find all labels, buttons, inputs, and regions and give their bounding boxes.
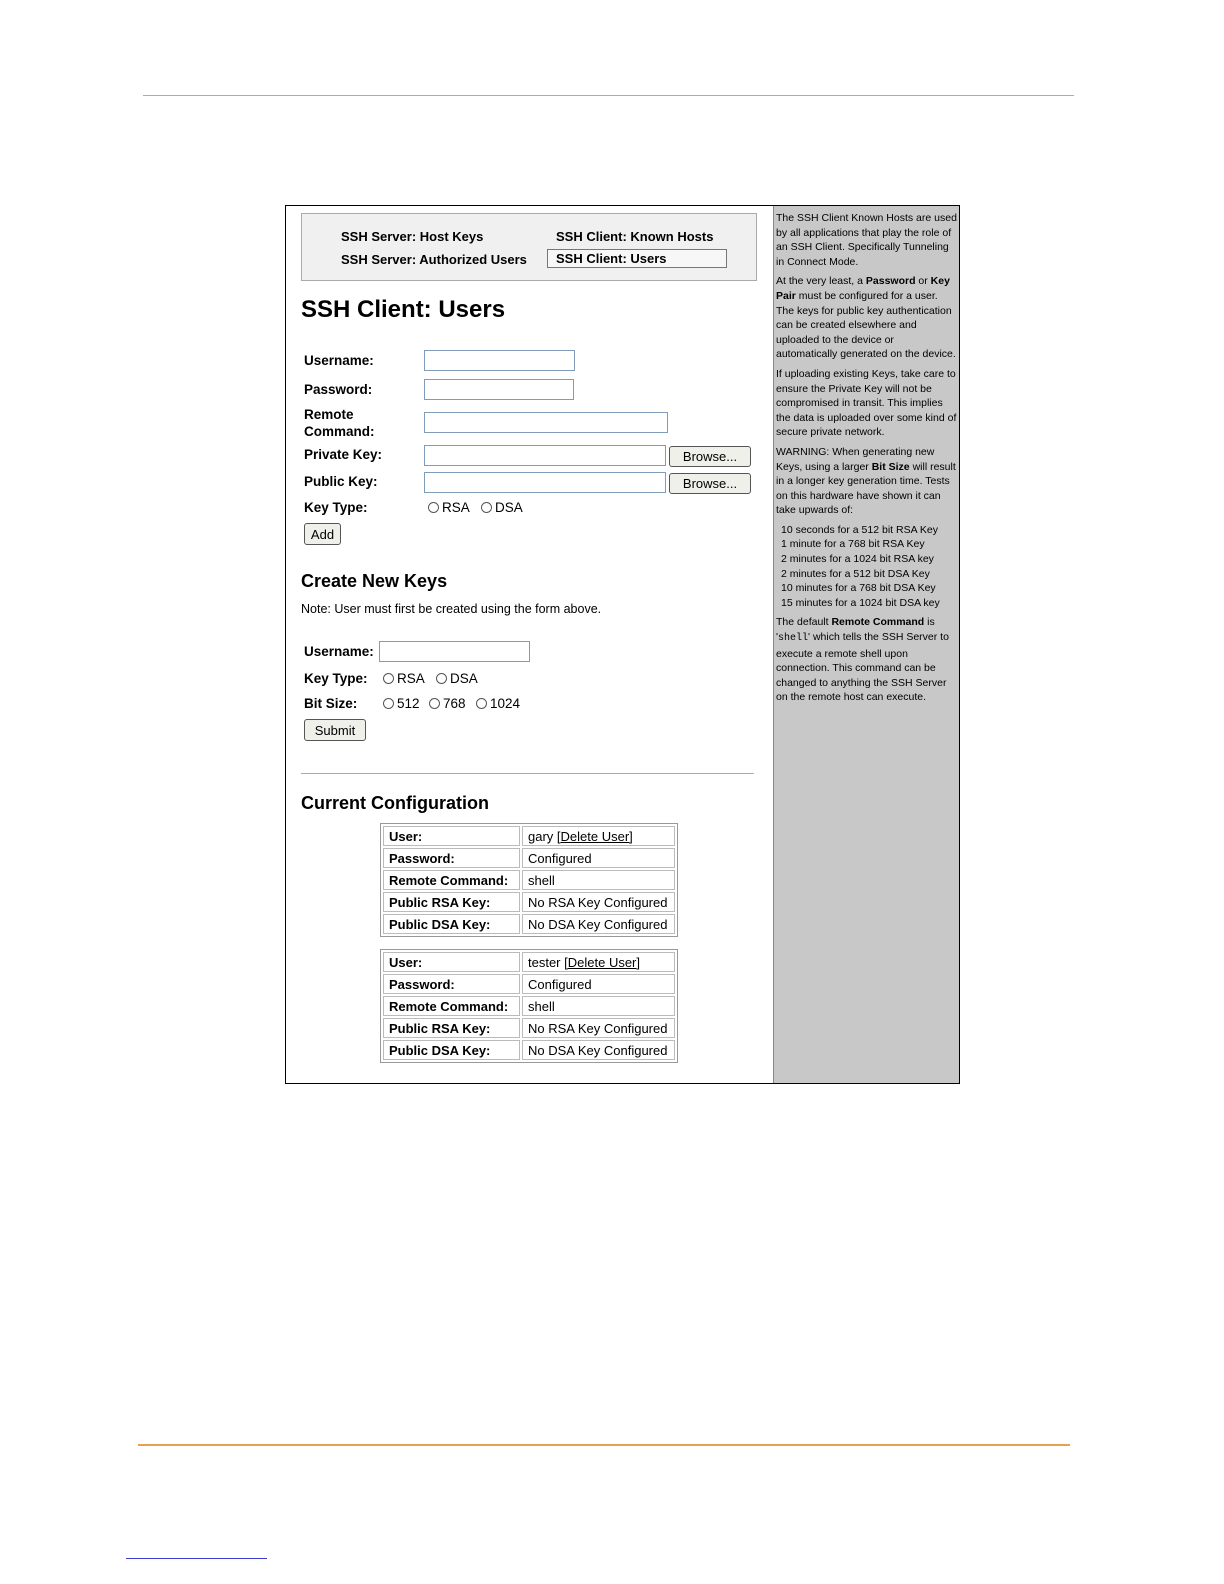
username-label: Username: [304,353,374,368]
remote-command-value: shell [522,996,675,1016]
user-value [522,826,675,846]
public-key-label: Public Key: [304,474,378,489]
key-type-rsa-radio[interactable]: RSA [428,500,470,515]
nav-ssh-server-authorized-users[interactable]: SSH Server: Authorized Users [341,252,527,267]
help-sidebar [773,206,959,1083]
help-paragraph-remote-command: The default Remote Command is 'shell' which tells the SSH Server to execute a remote shell upon connection. This command can be changed to anything the SSH Server on the remote host can execute. [776,616,949,704]
remote-command-value: shell [522,870,675,890]
username-input[interactable] [424,350,575,371]
create-keys-key-type-label: Key Type: [304,671,368,686]
current-config-heading: Current Configuration [301,793,489,813]
bit-size-512-radio[interactable]: 512 [383,696,420,711]
table-row [383,1018,675,1038]
password-status: Configured [522,848,675,868]
public-key-file-input[interactable] [424,472,666,493]
delete-user-link[interactable]: [Delete User] [556,828,633,844]
create-keys-heading: Create New Keys [301,571,448,591]
help-paragraph-upload: If uploading existing Keys, take care to ensure the Private Key will not be compromised in transit. This implies the data is uploaded over some kind of secure private network. [776,367,957,439]
nav-ssh-client-users[interactable]: SSH Client: Users [547,249,727,268]
table-row [383,974,675,994]
private-key-label: Private Key: [304,447,383,462]
list-item: 2 minutes for a 1024 bit RSA key [781,553,934,566]
radio-circle-icon [429,698,440,709]
radio-circle-icon [436,673,447,684]
table-row [383,870,675,890]
radio-circle-icon [428,502,439,513]
header-rule [143,95,1074,96]
bit-size-1024-radio[interactable]: 1024 [476,696,520,711]
table-row [383,914,675,934]
bit-size-768-radio[interactable]: 768 [429,696,466,711]
nav-ssh-client-known-hosts[interactable]: SSH Client: Known Hosts [556,229,714,244]
public-dsa-key-label: Public DSA Key: [383,1040,520,1060]
radio-circle-icon [481,502,492,513]
create-keys-rsa-radio[interactable]: RSA [383,671,425,686]
list-item: 1 minute for a 768 bit RSA Key [781,538,925,551]
delete-user-link[interactable]: [Delete User] [564,954,641,970]
public-dsa-key-value: No DSA Key Configured [522,914,675,934]
table-row [383,892,675,912]
radio-circle-icon [383,673,394,684]
remote-command-label-line1: Remote [304,407,354,422]
bit-size-label: Bit Size: [304,696,358,711]
create-keys-note: Note: User must first be created using the form above. [301,602,602,616]
password-status: Configured [522,974,675,994]
user-config-table-gary [380,823,678,937]
user-name: tester [528,954,561,970]
table-row [383,826,675,846]
user-label: User: [383,826,520,846]
radio-circle-icon [383,698,394,709]
remote-command-key-label: Remote Command: [383,996,520,1016]
password-key-label: Password: [383,974,520,994]
public-dsa-key-value: No DSA Key Configured [522,1040,675,1060]
public-rsa-key-label: Public RSA Key: [383,892,520,912]
user-value [522,952,675,972]
public-key-browse-button[interactable]: Browse... [669,473,751,494]
public-dsa-key-label: Public DSA Key: [383,914,520,934]
radio-circle-icon [476,698,487,709]
help-paragraph-password-keypair: At the very least, a Password or Key Pair must be configured for a user. The keys for public key authentication can be created elsewhere and uploaded to the device or automatically generated on the device. [776,275,956,361]
list-item: 10 minutes for a 768 bit DSA Key [781,582,936,595]
remote-command-input[interactable] [424,412,668,433]
key-type-label: Key Type: [304,500,368,515]
remote-command-key-label: Remote Command: [383,870,520,890]
user-name: gary [528,828,554,844]
submit-button[interactable]: Submit [304,719,366,741]
create-keys-username-input[interactable] [379,641,530,662]
list-item: 15 minutes for a 1024 bit DSA key [781,596,940,609]
password-input[interactable] [424,379,574,400]
public-rsa-key-value: No RSA Key Configured [522,1018,675,1038]
key-type-dsa-radio[interactable]: DSA [481,500,523,515]
nav-ssh-server-host-keys[interactable]: SSH Server: Host Keys [341,229,484,244]
table-row [383,952,675,972]
password-label: Password: [304,382,373,397]
help-paragraph-known-hosts: The SSH Client Known Hosts are used by all applications that play the role of an SSH Client. Specifically Tunneling in Connect Mode. [776,212,957,268]
public-rsa-key-label: Public RSA Key: [383,1018,520,1038]
main-panel [286,206,773,1083]
list-item: 10 seconds for a 512 bit RSA Key [781,523,939,536]
user-label: User: [383,952,520,972]
ssh-nav-menu [301,213,757,281]
page-title: SSH Client: Users [301,296,506,323]
password-key-label: Password: [383,848,520,868]
help-paragraph-warning: WARNING: When generating new Keys, using a larger Bit Size will result in a longer key generation time. Tests on this hardware have shown it can take upwards of: [776,445,956,517]
private-key-file-input[interactable] [424,445,666,466]
private-key-browse-button[interactable]: Browse... [669,446,751,467]
table-row [383,848,675,868]
user-config-table-tester [380,949,678,1063]
table-row [383,1040,675,1060]
remote-command-label-line2: Command: [304,424,375,439]
table-row [383,996,675,1016]
footer-link-underline [126,1558,267,1559]
public-rsa-key-value: No RSA Key Configured [522,892,675,912]
list-item: 2 minutes for a 512 bit DSA Key [781,567,930,580]
screenshot-frame [285,205,960,1084]
create-keys-dsa-radio[interactable]: DSA [436,671,478,686]
section-divider [301,773,754,774]
create-keys-username-label: Username: [304,644,374,659]
footer-rule [138,1444,1070,1446]
add-user-button[interactable]: Add [304,523,341,545]
key-generation-times-list [776,523,957,611]
